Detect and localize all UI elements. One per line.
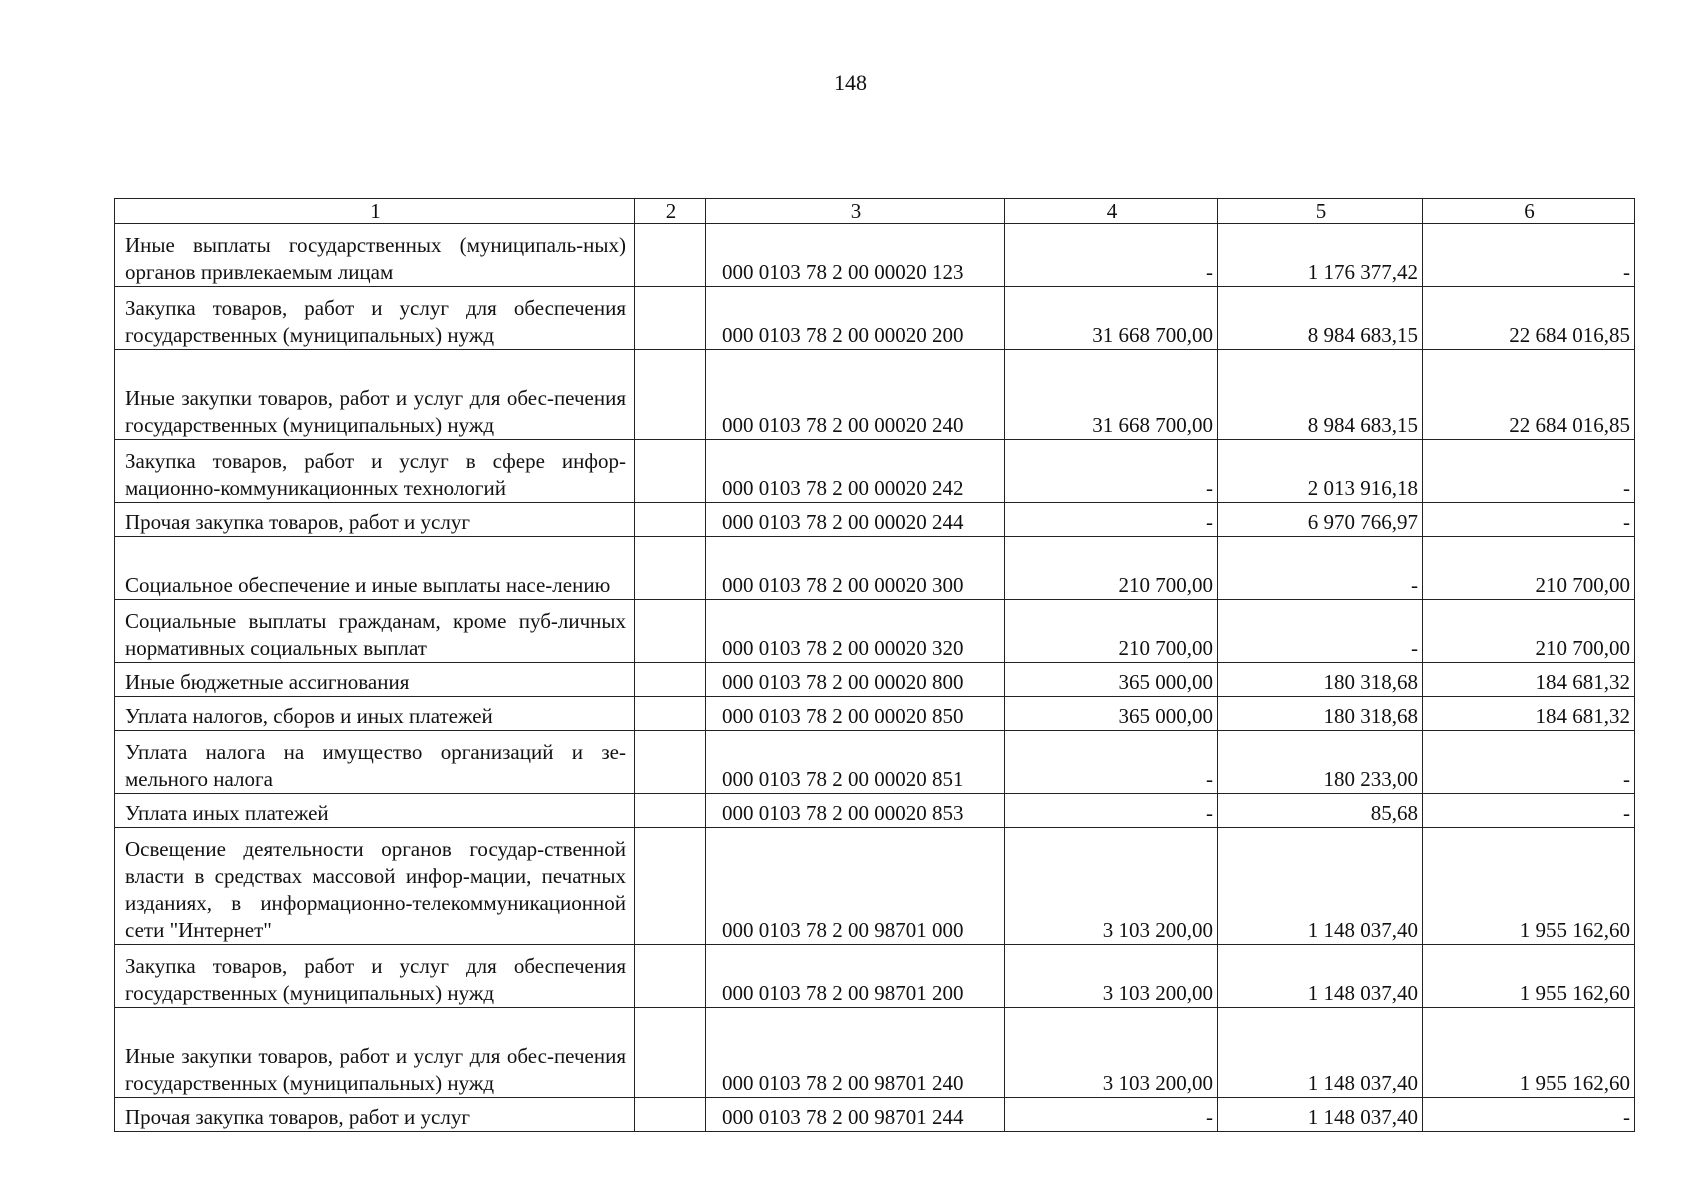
row-col4: - <box>1005 731 1218 794</box>
table-row <box>115 731 1635 794</box>
row-name: Прочая закупка товаров, работ и услуг <box>115 503 635 537</box>
row-col4: - <box>1005 1098 1218 1132</box>
row-code: 000 0103 78 2 00 98701 240 <box>706 1008 1005 1098</box>
table-body <box>115 224 1635 1132</box>
row-col4: 31 668 700,00 <box>1005 287 1218 350</box>
row-col5: 8 984 683,15 <box>1218 350 1423 440</box>
table-row <box>115 537 1635 600</box>
row-col6: - <box>1423 224 1635 287</box>
row-name: Освещение деятельности органов государ-ственной власти в средствах массовой инфор-мации, печатных изданиях, в информационно-телекоммуникационной сети "Интернет" <box>115 828 635 945</box>
column-header-1: 1 <box>115 199 635 224</box>
row-col4: - <box>1005 503 1218 537</box>
row-name: Уплата иных платежей <box>115 794 635 828</box>
row-col2 <box>635 945 706 1008</box>
row-col6: - <box>1423 503 1635 537</box>
row-col6: 184 681,32 <box>1423 663 1635 697</box>
row-col5: 8 984 683,15 <box>1218 287 1423 350</box>
row-col2 <box>635 287 706 350</box>
row-name: Закупка товаров, работ и услуг в сфере инфор-мационно-коммуникационных технологий <box>115 440 635 503</box>
table-row <box>115 1008 1635 1098</box>
row-code: 000 0103 78 2 00 00020 240 <box>706 350 1005 440</box>
row-col5: 85,68 <box>1218 794 1423 828</box>
row-col5: 2 013 916,18 <box>1218 440 1423 503</box>
row-col6: 184 681,32 <box>1423 697 1635 731</box>
row-col5: 1 148 037,40 <box>1218 1098 1423 1132</box>
table-row <box>115 350 1635 440</box>
table-row <box>115 287 1635 350</box>
row-col4: 31 668 700,00 <box>1005 350 1218 440</box>
row-col4: 3 103 200,00 <box>1005 945 1218 1008</box>
row-name: Иные закупки товаров, работ и услуг для обес-печения государственных (муниципальных) нужд <box>115 350 635 440</box>
row-col5: 180 318,68 <box>1218 663 1423 697</box>
row-col2 <box>635 224 706 287</box>
row-code: 000 0103 78 2 00 00020 853 <box>706 794 1005 828</box>
row-code: 000 0103 78 2 00 00020 800 <box>706 663 1005 697</box>
row-col6: 22 684 016,85 <box>1423 350 1635 440</box>
row-code: 000 0103 78 2 00 00020 850 <box>706 697 1005 731</box>
row-col2 <box>635 828 706 945</box>
row-col2 <box>635 600 706 663</box>
row-col6: 1 955 162,60 <box>1423 828 1635 945</box>
row-col2 <box>635 350 706 440</box>
row-name: Прочая закупка товаров, работ и услуг <box>115 1098 635 1132</box>
row-col2 <box>635 1098 706 1132</box>
row-col5: 1 176 377,42 <box>1218 224 1423 287</box>
row-col5: 1 148 037,40 <box>1218 1008 1423 1098</box>
row-col5: 6 970 766,97 <box>1218 503 1423 537</box>
row-col5: 1 148 037,40 <box>1218 945 1423 1008</box>
row-col4: 3 103 200,00 <box>1005 1008 1218 1098</box>
page-number: 148 <box>834 70 867 95</box>
row-name: Иные закупки товаров, работ и услуг для обес-печения государственных (муниципальных) нужд <box>115 1008 635 1098</box>
row-code: 000 0103 78 2 00 98701 200 <box>706 945 1005 1008</box>
row-code: 000 0103 78 2 00 00020 244 <box>706 503 1005 537</box>
row-code: 000 0103 78 2 00 00020 851 <box>706 731 1005 794</box>
row-col4: 365 000,00 <box>1005 663 1218 697</box>
table-row <box>115 697 1635 731</box>
row-col2 <box>635 663 706 697</box>
row-col6: 1 955 162,60 <box>1423 945 1635 1008</box>
table-row <box>115 828 1635 945</box>
row-name: Уплата налогов, сборов и иных платежей <box>115 697 635 731</box>
row-name: Закупка товаров, работ и услуг для обеспечения государственных (муниципальных) нужд <box>115 287 635 350</box>
row-col4: - <box>1005 794 1218 828</box>
row-code: 000 0103 78 2 00 98701 244 <box>706 1098 1005 1132</box>
table-row <box>115 440 1635 503</box>
row-code: 000 0103 78 2 00 00020 320 <box>706 600 1005 663</box>
column-header-6: 6 <box>1423 199 1635 224</box>
row-col2 <box>635 537 706 600</box>
row-name: Социальные выплаты гражданам, кроме пуб-личных нормативных социальных выплат <box>115 600 635 663</box>
row-code: 000 0103 78 2 00 00020 200 <box>706 287 1005 350</box>
row-col2 <box>635 731 706 794</box>
row-name: Социальное обеспечение и иные выплаты насе-лению <box>115 537 635 600</box>
row-col6: 22 684 016,85 <box>1423 287 1635 350</box>
row-col6: - <box>1423 1098 1635 1132</box>
row-col2 <box>635 1008 706 1098</box>
row-code: 000 0103 78 2 00 98701 000 <box>706 828 1005 945</box>
header-row <box>115 199 1635 224</box>
row-col2 <box>635 697 706 731</box>
table-row <box>115 794 1635 828</box>
row-col2 <box>635 440 706 503</box>
table-row <box>115 224 1635 287</box>
row-col5: 1 148 037,40 <box>1218 828 1423 945</box>
row-name: Закупка товаров, работ и услуг для обеспечения государственных (муниципальных) нужд <box>115 945 635 1008</box>
table-row <box>115 600 1635 663</box>
row-col6: - <box>1423 794 1635 828</box>
budget-table <box>114 198 1635 1132</box>
row-col5: 180 233,00 <box>1218 731 1423 794</box>
column-header-3: 3 <box>706 199 1005 224</box>
row-col4: 3 103 200,00 <box>1005 828 1218 945</box>
row-col6: - <box>1423 440 1635 503</box>
table-row <box>115 663 1635 697</box>
row-name: Иные бюджетные ассигнования <box>115 663 635 697</box>
row-col4: 210 700,00 <box>1005 600 1218 663</box>
column-header-4: 4 <box>1005 199 1218 224</box>
row-name: Иные выплаты государственных (муниципаль-ных) органов привлекаемым лицам <box>115 224 635 287</box>
row-col6: 210 700,00 <box>1423 600 1635 663</box>
row-col5: - <box>1218 537 1423 600</box>
row-code: 000 0103 78 2 00 00020 123 <box>706 224 1005 287</box>
row-col6: - <box>1423 731 1635 794</box>
column-header-2: 2 <box>635 199 706 224</box>
row-col5: - <box>1218 600 1423 663</box>
row-code: 000 0103 78 2 00 00020 300 <box>706 537 1005 600</box>
row-col6: 1 955 162,60 <box>1423 1008 1635 1098</box>
table-row <box>115 503 1635 537</box>
row-col5: 180 318,68 <box>1218 697 1423 731</box>
row-col2 <box>635 503 706 537</box>
row-col4: 210 700,00 <box>1005 537 1218 600</box>
table-row <box>115 945 1635 1008</box>
row-col4: 365 000,00 <box>1005 697 1218 731</box>
row-name: Уплата налога на имущество организаций и зе-мельного налога <box>115 731 635 794</box>
row-code: 000 0103 78 2 00 00020 242 <box>706 440 1005 503</box>
row-col4: - <box>1005 224 1218 287</box>
table-row <box>115 1098 1635 1132</box>
row-col4: - <box>1005 440 1218 503</box>
column-header-5: 5 <box>1218 199 1423 224</box>
row-col2 <box>635 794 706 828</box>
row-col6: 210 700,00 <box>1423 537 1635 600</box>
